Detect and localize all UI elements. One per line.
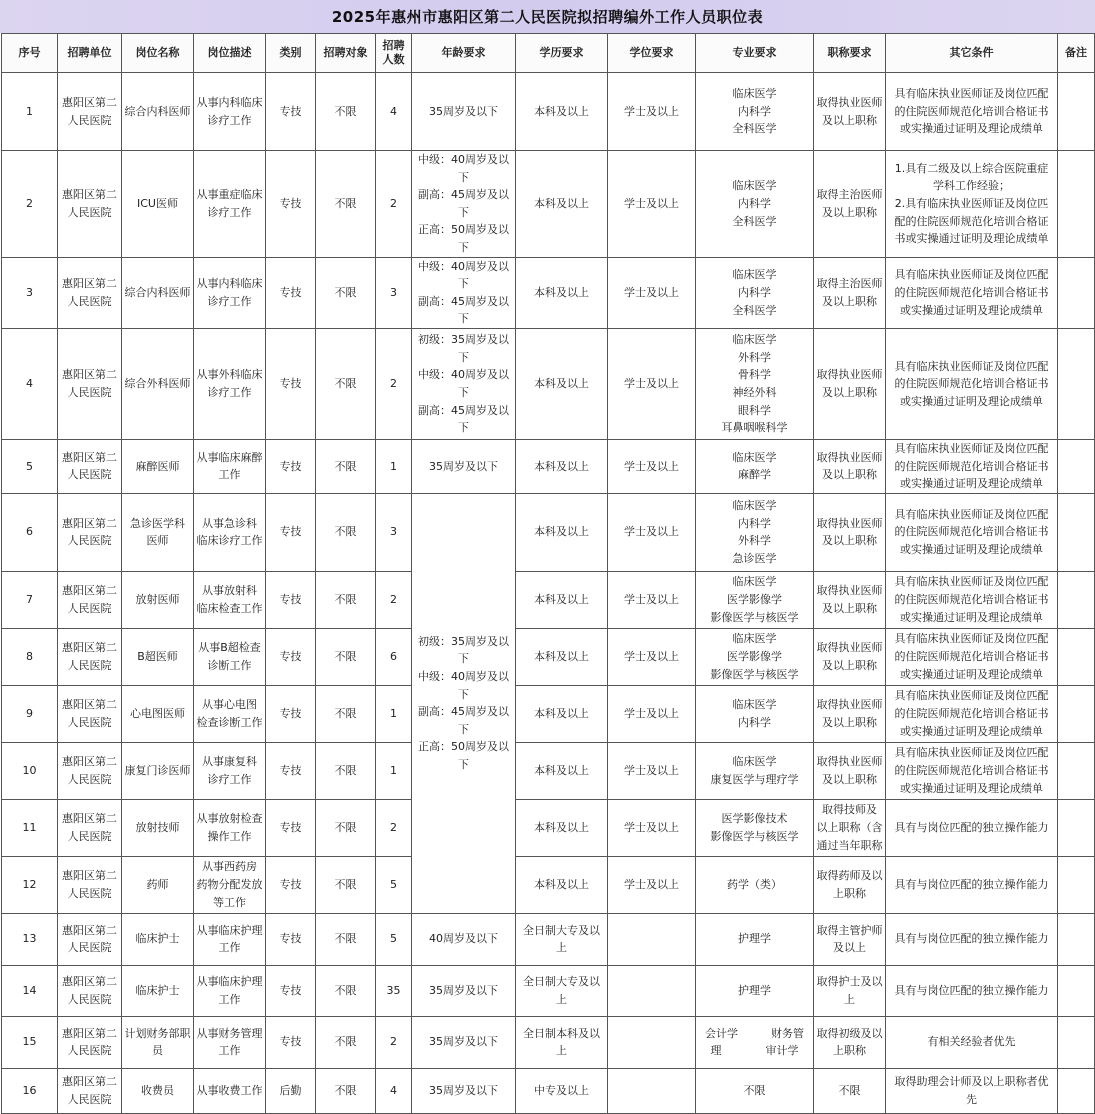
cell-degree: 学士及以上: [608, 439, 696, 493]
cell-desc: 从事放射检查 操作工作: [194, 799, 266, 856]
table-row: [2, 1068, 1095, 1113]
cell-count: 2: [376, 328, 412, 439]
cell-note: [1058, 742, 1095, 799]
cell-category: 专技: [266, 685, 316, 742]
cell-title: 取得药师及以 上职称: [814, 856, 886, 913]
cell-major: 临床医学 内科学 全科医学: [696, 257, 814, 328]
cell-category: 专技: [266, 439, 316, 493]
cell-category: 专技: [266, 913, 316, 965]
cell-education: 本科及以上: [516, 151, 608, 258]
cell-major: 药学（类）: [696, 856, 814, 913]
cell-major: 临床医学 外科学 骨科学 神经外科 眼科学 耳鼻咽喉科学: [696, 328, 814, 439]
cell-category: 后勤: [266, 1068, 316, 1113]
cell-post: 药师: [122, 856, 194, 913]
cell-desc: 从事外科临床 诊疗工作: [194, 328, 266, 439]
cell-count: 6: [376, 628, 412, 685]
cell-desc: 从事心电图 检查诊断工作: [194, 685, 266, 742]
cell-degree: 学士及以上: [608, 328, 696, 439]
cell-note: [1058, 1016, 1095, 1068]
cell-desc: 从事内科临床 诊疗工作: [194, 257, 266, 328]
cell-desc: 从事康复科 诊疗工作: [194, 742, 266, 799]
cell-no: 1: [2, 73, 58, 151]
cell-note: [1058, 913, 1095, 965]
cell-unit: 惠阳区第二 人民医院: [58, 73, 122, 151]
header-col-post: 岗位名称: [122, 34, 194, 73]
cell-count: 4: [376, 73, 412, 151]
cell-degree: 学士及以上: [608, 571, 696, 628]
cell-major: 护理学: [696, 965, 814, 1016]
cell-category: 专技: [266, 571, 316, 628]
header-col-degree: 学位要求: [608, 34, 696, 73]
cell-target: 不限: [316, 73, 376, 151]
cell-title: 取得执业医师 及以上职称: [814, 328, 886, 439]
header-col-age: 年龄要求: [412, 34, 516, 73]
cell-desc: 从事临床护理 工作: [194, 965, 266, 1016]
header-col-education: 学历要求: [516, 34, 608, 73]
cell-count: 2: [376, 151, 412, 258]
cell-education: 本科及以上: [516, 257, 608, 328]
header-row: [2, 34, 1095, 73]
table-row: [2, 493, 1095, 571]
cell-post: 放射技师: [122, 799, 194, 856]
cell-desc: 从事B超检查 诊断工作: [194, 628, 266, 685]
cell-count: 5: [376, 913, 412, 965]
cell-target: 不限: [316, 965, 376, 1016]
header-col-count: 招聘 人数: [376, 34, 412, 73]
cell-education: 本科及以上: [516, 742, 608, 799]
table-body: [2, 73, 1095, 1114]
cell-major: 临床医学 康复医学与理疗学: [696, 742, 814, 799]
cell-no: 5: [2, 439, 58, 493]
cell-target: 不限: [316, 685, 376, 742]
cell-title: 取得初级及以 上职称: [814, 1016, 886, 1068]
cell-target: 不限: [316, 1016, 376, 1068]
cell-note: [1058, 439, 1095, 493]
cell-age: 中级：40周岁及以 下 副高：45周岁及以 下 正高：50周岁及以 下: [412, 151, 516, 258]
cell-no: 3: [2, 257, 58, 328]
cell-no: 12: [2, 856, 58, 913]
cell-no: 11: [2, 799, 58, 856]
cell-count: 1: [376, 742, 412, 799]
cell-other: 具有临床执业医师证及岗位匹配 的住院医师规范化培训合格证书 或实操通过证明及理论成绩单: [886, 439, 1058, 493]
cell-other: 具有临床执业医师证及岗位匹配 的住院医师规范化培训合格证书 或实操通过证明及理论成绩单: [886, 571, 1058, 628]
cell-unit: 惠阳区第二 人民医院: [58, 685, 122, 742]
cell-post: 综合内科医师: [122, 73, 194, 151]
cell-post: 急诊医学科 医师: [122, 493, 194, 571]
cell-degree: 学士及以上: [608, 257, 696, 328]
cell-other: 1.具有二级及以上综合医院重症 学科工作经验； 2.具有临床执业医师证及岗位匹 配的住院医师规范化培训合格证 书或实操通过证明及理论成绩单: [886, 151, 1058, 258]
cell-count: 1: [376, 685, 412, 742]
cell-no: 8: [2, 628, 58, 685]
cell-no: 14: [2, 965, 58, 1016]
cell-education: 本科及以上: [516, 439, 608, 493]
cell-degree: [608, 965, 696, 1016]
cell-target: 不限: [316, 856, 376, 913]
cell-count: 1: [376, 439, 412, 493]
cell-education: 全日制大专及以 上: [516, 913, 608, 965]
cell-unit: 惠阳区第二 人民医院: [58, 799, 122, 856]
cell-no: 13: [2, 913, 58, 965]
table-row: [2, 1016, 1095, 1068]
cell-count: 3: [376, 493, 412, 571]
cell-unit: 惠阳区第二 人民医院: [58, 628, 122, 685]
cell-unit: 惠阳区第二 人民医院: [58, 742, 122, 799]
header-col-note: 备注: [1058, 34, 1095, 73]
cell-desc: 从事西药房 药物分配发放 等工作: [194, 856, 266, 913]
cell-post: 综合内科医师: [122, 257, 194, 328]
cell-other: 具有临床执业医师证及岗位匹配 的住院医师规范化培训合格证书 或实操通过证明及理论成绩单: [886, 73, 1058, 151]
cell-degree: 学士及以上: [608, 628, 696, 685]
cell-other: 具有临床执业医师证及岗位匹配 的住院医师规范化培训合格证书 或实操通过证明及理论成绩单: [886, 328, 1058, 439]
cell-desc: 从事急诊科 临床诊疗工作: [194, 493, 266, 571]
cell-title: 取得主治医师 及以上职称: [814, 257, 886, 328]
cell-post: 综合外科医师: [122, 328, 194, 439]
cell-other: 取得助理会计师及以上职称者优 先: [886, 1068, 1058, 1113]
cell-age-merged: 初级：35周岁及以 下 中级：40周岁及以 下 副高：45周岁及以 下 正高：50周岁及以 下: [412, 493, 516, 913]
cell-note: [1058, 685, 1095, 742]
cell-education: 本科及以上: [516, 73, 608, 151]
cell-major: 临床医学 医学影像学 影像医学与核医学: [696, 628, 814, 685]
header-col-no: 序号: [2, 34, 58, 73]
cell-other: 具有与岗位匹配的独立操作能力: [886, 856, 1058, 913]
cell-target: 不限: [316, 328, 376, 439]
header-col-desc: 岗位描述: [194, 34, 266, 73]
cell-major: 临床医学 麻醉学: [696, 439, 814, 493]
cell-note: [1058, 571, 1095, 628]
cell-unit: 惠阳区第二 人民医院: [58, 571, 122, 628]
cell-note: [1058, 965, 1095, 1016]
cell-post: 计划财务部职 员: [122, 1016, 194, 1068]
cell-post: 麻醉医师: [122, 439, 194, 493]
page-title: 2025年惠州市惠阳区第二人民医院拟招聘编外工作人员职位表: [331, 8, 764, 26]
cell-education: 本科及以上: [516, 493, 608, 571]
table-row: [2, 73, 1095, 151]
cell-desc: 从事放射科 临床检查工作: [194, 571, 266, 628]
cell-title: 取得执业医师 及以上职称: [814, 685, 886, 742]
cell-category: 专技: [266, 257, 316, 328]
cell-category: 专技: [266, 742, 316, 799]
cell-note: [1058, 257, 1095, 328]
cell-age: 初级：35周岁及以 下 中级：40周岁及以 下 副高：45周岁及以 下: [412, 328, 516, 439]
cell-degree: [608, 1068, 696, 1113]
cell-title: 取得技师及 以上职称（含 通过当年职称: [814, 799, 886, 856]
cell-target: 不限: [316, 257, 376, 328]
cell-count: 5: [376, 856, 412, 913]
cell-age: 35周岁及以下: [412, 1068, 516, 1113]
cell-category: 专技: [266, 628, 316, 685]
cell-note: [1058, 799, 1095, 856]
title-bar: [0, 0, 1095, 33]
cell-age: 35周岁及以下: [412, 965, 516, 1016]
cell-unit: 惠阳区第二 人民医院: [58, 1016, 122, 1068]
cell-note: [1058, 328, 1095, 439]
cell-education: 本科及以上: [516, 571, 608, 628]
cell-major: 临床医学 内科学 全科医学: [696, 151, 814, 258]
cell-note: [1058, 1068, 1095, 1113]
cell-title: 取得执业医师 及以上职称: [814, 493, 886, 571]
cell-unit: 惠阳区第二 人民医院: [58, 328, 122, 439]
table-row: [2, 439, 1095, 493]
cell-note: [1058, 856, 1095, 913]
cell-target: 不限: [316, 913, 376, 965]
cell-education: 全日制大专及以 上: [516, 965, 608, 1016]
cell-education: 本科及以上: [516, 328, 608, 439]
header-col-other: 其它条件: [886, 34, 1058, 73]
cell-education: 本科及以上: [516, 856, 608, 913]
table-row: [2, 965, 1095, 1016]
cell-age: 35周岁及以下: [412, 439, 516, 493]
cell-no: 6: [2, 493, 58, 571]
cell-degree: 学士及以上: [608, 742, 696, 799]
cell-title: 取得执业医师 及以上职称: [814, 439, 886, 493]
cell-education: 本科及以上: [516, 685, 608, 742]
cell-desc: 从事财务管理 工作: [194, 1016, 266, 1068]
table-row: [2, 856, 1095, 913]
cell-category: 专技: [266, 151, 316, 258]
cell-unit: 惠阳区第二 人民医院: [58, 913, 122, 965]
cell-title: 取得执业医师 及以上职称: [814, 73, 886, 151]
cell-category: 专技: [266, 493, 316, 571]
cell-post: 收费员: [122, 1068, 194, 1113]
cell-age: 35周岁及以下: [412, 73, 516, 151]
cell-education: 中专及以上: [516, 1068, 608, 1113]
cell-degree: [608, 1016, 696, 1068]
cell-count: 3: [376, 257, 412, 328]
cell-post: 心电图医师: [122, 685, 194, 742]
cell-title: 取得执业医师 及以上职称: [814, 571, 886, 628]
cell-target: 不限: [316, 571, 376, 628]
cell-title: 取得执业医师 及以上职称: [814, 742, 886, 799]
cell-no: 10: [2, 742, 58, 799]
table-row: [2, 685, 1095, 742]
cell-category: 专技: [266, 1016, 316, 1068]
cell-post: 临床护士: [122, 965, 194, 1016]
cell-age: 40周岁及以下: [412, 913, 516, 965]
cell-other: 具有临床执业医师证及岗位匹配 的住院医师规范化培训合格证书 或实操通过证明及理论成绩单: [886, 493, 1058, 571]
table-row: [2, 628, 1095, 685]
cell-note: [1058, 73, 1095, 151]
cell-education: 本科及以上: [516, 799, 608, 856]
header-col-category: 类别: [266, 34, 316, 73]
cell-major: 会计学 财务管 理 审计学: [696, 1016, 814, 1068]
cell-education: 全日制本科及以 上: [516, 1016, 608, 1068]
table-row: [2, 257, 1095, 328]
header-col-title: 职称要求: [814, 34, 886, 73]
cell-no: 15: [2, 1016, 58, 1068]
cell-target: 不限: [316, 628, 376, 685]
header-col-unit: 招聘单位: [58, 34, 122, 73]
cell-count: 2: [376, 799, 412, 856]
cell-other: 具有与岗位匹配的独立操作能力: [886, 965, 1058, 1016]
header-col-major: 专业要求: [696, 34, 814, 73]
cell-target: 不限: [316, 742, 376, 799]
cell-desc: 从事临床护理 工作: [194, 913, 266, 965]
table-row: [2, 742, 1095, 799]
cell-count: 35: [376, 965, 412, 1016]
cell-unit: 惠阳区第二 人民医院: [58, 965, 122, 1016]
cell-category: 专技: [266, 799, 316, 856]
cell-degree: 学士及以上: [608, 493, 696, 571]
cell-target: 不限: [316, 439, 376, 493]
table-row: [2, 151, 1095, 258]
cell-no: 2: [2, 151, 58, 258]
cell-category: 专技: [266, 73, 316, 151]
cell-degree: 学士及以上: [608, 73, 696, 151]
cell-degree: 学士及以上: [608, 856, 696, 913]
header-col-target: 招聘对象: [316, 34, 376, 73]
cell-category: 专技: [266, 328, 316, 439]
cell-other: 具有与岗位匹配的独立操作能力: [886, 913, 1058, 965]
recruitment-table: [1, 33, 1095, 1114]
cell-unit: 惠阳区第二 人民医院: [58, 856, 122, 913]
cell-target: 不限: [316, 493, 376, 571]
cell-target: 不限: [316, 799, 376, 856]
cell-other: 具有临床执业医师证及岗位匹配 的住院医师规范化培训合格证书 或实操通过证明及理论成绩单: [886, 742, 1058, 799]
cell-no: 4: [2, 328, 58, 439]
cell-major: 医学影像技术 影像医学与核医学: [696, 799, 814, 856]
cell-degree: 学士及以上: [608, 799, 696, 856]
cell-count: 2: [376, 1016, 412, 1068]
cell-target: 不限: [316, 151, 376, 258]
cell-major: 临床医学 内科学 外科学 急诊医学: [696, 493, 814, 571]
cell-degree: [608, 913, 696, 965]
cell-desc: 从事重症临床 诊疗工作: [194, 151, 266, 258]
cell-post: B超医师: [122, 628, 194, 685]
cell-title: 不限: [814, 1068, 886, 1113]
cell-note: [1058, 493, 1095, 571]
cell-post: ICU医师: [122, 151, 194, 258]
cell-age: 中级：40周岁及以 下 副高：45周岁及以 下: [412, 257, 516, 328]
cell-major: 临床医学 内科学: [696, 685, 814, 742]
cell-no: 7: [2, 571, 58, 628]
cell-count: 2: [376, 571, 412, 628]
cell-education: 本科及以上: [516, 628, 608, 685]
table-row: [2, 799, 1095, 856]
cell-unit: 惠阳区第二 人民医院: [58, 257, 122, 328]
cell-count: 4: [376, 1068, 412, 1113]
cell-note: [1058, 151, 1095, 258]
cell-other: 具有临床执业医师证及岗位匹配 的住院医师规范化培训合格证书 或实操通过证明及理论成绩单: [886, 257, 1058, 328]
table-row: [2, 913, 1095, 965]
cell-major: 不限: [696, 1068, 814, 1113]
cell-title: 取得执业医师 及以上职称: [814, 628, 886, 685]
cell-major: 临床医学 医学影像学 影像医学与核医学: [696, 571, 814, 628]
cell-unit: 惠阳区第二 人民医院: [58, 493, 122, 571]
cell-unit: 惠阳区第二 人民医院: [58, 151, 122, 258]
cell-degree: 学士及以上: [608, 685, 696, 742]
cell-other: 具有与岗位匹配的独立操作能力: [886, 799, 1058, 856]
cell-degree: 学士及以上: [608, 151, 696, 258]
cell-title: 取得护士及以 上: [814, 965, 886, 1016]
cell-post: 放射医师: [122, 571, 194, 628]
table-row: [2, 571, 1095, 628]
cell-other: 有相关经验者优先: [886, 1016, 1058, 1068]
cell-note: [1058, 628, 1095, 685]
cell-title: 取得主管护师 及以上: [814, 913, 886, 965]
cell-category: 专技: [266, 856, 316, 913]
cell-post: 临床护士: [122, 913, 194, 965]
cell-no: 16: [2, 1068, 58, 1113]
cell-desc: 从事内科临床 诊疗工作: [194, 73, 266, 151]
cell-target: 不限: [316, 1068, 376, 1113]
cell-major: 临床医学 内科学 全科医学: [696, 73, 814, 151]
cell-other: 具有临床执业医师证及岗位匹配 的住院医师规范化培训合格证书 或实操通过证明及理论成绩单: [886, 628, 1058, 685]
table-row: [2, 328, 1095, 439]
cell-unit: 惠阳区第二 人民医院: [58, 439, 122, 493]
cell-age: 35周岁及以下: [412, 1016, 516, 1068]
cell-unit: 惠阳区第二 人民医院: [58, 1068, 122, 1113]
cell-desc: 从事收费工作: [194, 1068, 266, 1113]
cell-major: 护理学: [696, 913, 814, 965]
cell-other: 具有临床执业医师证及岗位匹配 的住院医师规范化培训合格证书 或实操通过证明及理论成绩单: [886, 685, 1058, 742]
cell-category: 专技: [266, 965, 316, 1016]
cell-post: 康复门诊医师: [122, 742, 194, 799]
cell-desc: 从事临床麻醉 工作: [194, 439, 266, 493]
cell-title: 取得主治医师 及以上职称: [814, 151, 886, 258]
cell-no: 9: [2, 685, 58, 742]
